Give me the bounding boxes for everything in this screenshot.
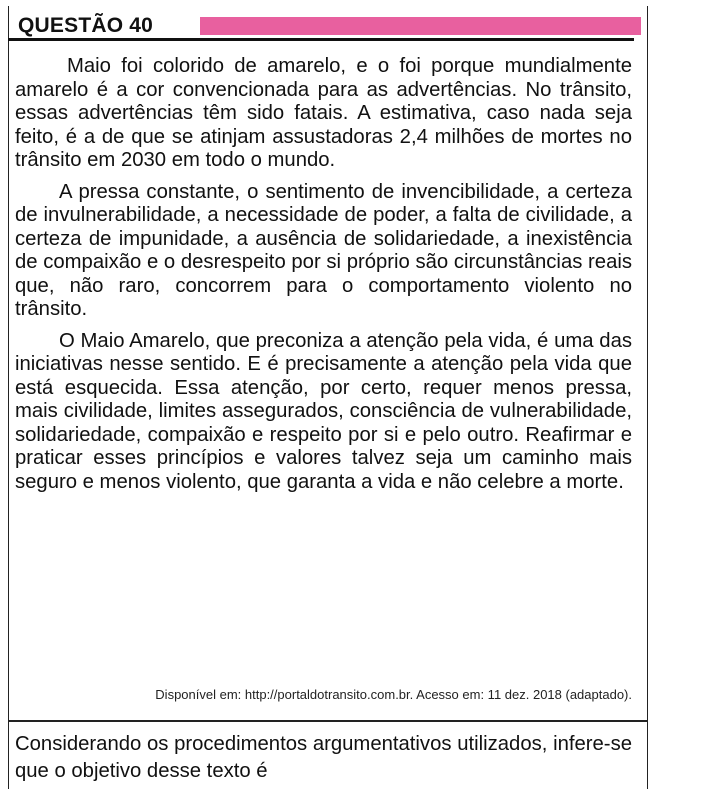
title-accent-bar bbox=[200, 17, 641, 35]
question-title: QUESTÃO 40 bbox=[18, 14, 154, 37]
passage-paragraph-3: O Maio Amarelo, que preconiza a atenção pela vida, é uma das iniciativas nesse sentido. E é precisamente a atenção pela vida que está esquecida. Essa atenção, por certo, requer menos pressa, mais civilidade, limites assegurados, consciência de vulnerabilidade, solidariedade, compaixão e respeito por si e pelo outro. Reafirmar e praticar esses princípios e valores talvez seja um caminho mais seguro e menos violento, que garanta a vida e não celebre a morte. bbox=[15, 329, 632, 493]
passage-paragraph-1: Maio foi colorido de amarelo, e o foi porque mundialmente amarelo é a cor convencionada para as advertências. No trânsito, essas advertências têm sido fatais. A estimativa, caso nada seja feito, é a de que se atinjam assustadoras 2,4 milhões de mortes no trânsito em 2030 em todo o mundo. bbox=[15, 55, 632, 171]
question-prompt: Considerando os procedimentos argumentativos utilizados, infere-se que o objetivo desse texto é bbox=[15, 733, 632, 782]
header-rule bbox=[8, 38, 634, 41]
passage-text bbox=[15, 55, 632, 502]
passage-paragraph-2: A pressa constante, o sentimento de invencibilidade, a certeza de invulnerabilidade, a necessidade de poder, a falta de civilidade, a certeza de impunidade, a ausência de solidariedade, a inexistência de compaixão e o desrespeito por si próprio são circunstâncias reais que, não raro, concorrem para o comportamento violento no trânsito. bbox=[15, 180, 632, 320]
section-divider bbox=[8, 720, 648, 722]
source-citation: Disponível em: http://portaldotransito.com.br. Acesso em: 11 dez. 2018 (adaptado). bbox=[155, 687, 632, 702]
question-header bbox=[8, 6, 648, 40]
